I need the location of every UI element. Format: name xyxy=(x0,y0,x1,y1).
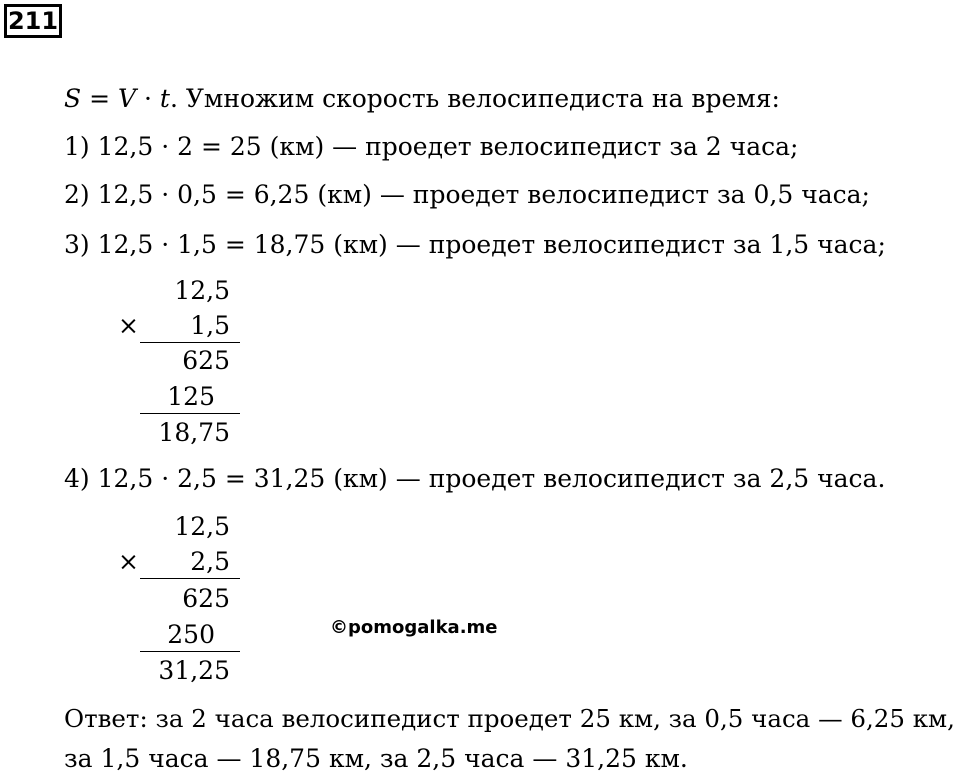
product: 31,25 xyxy=(158,656,230,685)
watermark: ©pomogalka.me xyxy=(330,617,498,638)
multiplicand: 12,5 xyxy=(174,276,230,305)
formula-line xyxy=(64,82,780,116)
multiply-sign: × xyxy=(118,547,139,576)
formula-text: . Умножим скорость велосипедиста на время: xyxy=(169,84,780,113)
formula-equals: = xyxy=(81,84,118,113)
step-1: 1) 12,5 · 2 = 25 (км) — проедет велосипедист за 2 часа; xyxy=(64,132,799,161)
partial-product: 125 xyxy=(167,382,215,411)
partial-product: 625 xyxy=(182,584,230,613)
multiplier: 1,5 xyxy=(190,311,230,340)
step-2: 2) 12,5 · 0,5 = 6,25 (км) — проедет велосипедист за 0,5 часа; xyxy=(64,180,870,209)
rule xyxy=(140,578,240,579)
multiply-sign: × xyxy=(118,311,139,340)
answer-line-2: за 1,5 часа — 18,75 км, за 2,5 часа — 31,25 км. xyxy=(64,744,688,773)
formula-time: t xyxy=(159,84,170,113)
rule xyxy=(140,413,240,414)
answer-line-1: Ответ: за 2 часа велосипедист проедет 25 км, за 0,5 часа — 6,25 км, xyxy=(64,704,955,733)
formula-dot: · xyxy=(136,84,160,113)
multiplicand: 12,5 xyxy=(174,512,230,541)
rule xyxy=(140,342,240,343)
product: 18,75 xyxy=(158,418,230,447)
rule xyxy=(140,651,240,652)
formula-velocity: V xyxy=(117,84,137,113)
partial-product: 625 xyxy=(182,346,230,375)
formula-distance: S xyxy=(64,84,82,113)
step-3: 3) 12,5 · 1,5 = 18,75 (км) — проедет велосипедист за 1,5 часа; xyxy=(64,230,886,259)
multiplier: 2,5 xyxy=(190,547,230,576)
step-4: 4) 12,5 · 2,5 = 31,25 (км) — проедет велосипедист за 2,5 часа. xyxy=(64,464,886,493)
problem-number: 211 xyxy=(4,4,62,38)
partial-product: 250 xyxy=(167,620,215,649)
